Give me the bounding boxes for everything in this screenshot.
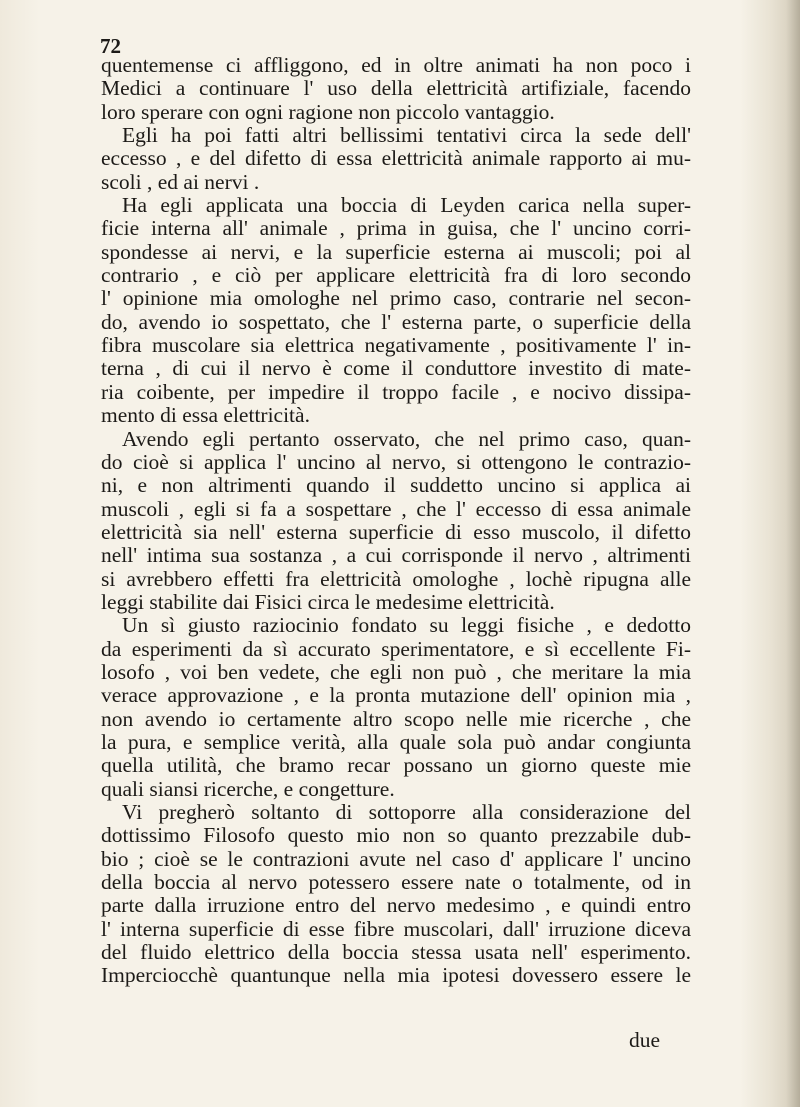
text-line: quentemense ci affliggono, ed in oltre animati ha non poco i [101,53,691,77]
text-line: bio ; cioè se le contrazioni avute nel caso d' applicare l' uncino [101,846,691,871]
text-line: della boccia al nervo potessero essere nate o totalmente, od in [101,870,691,895]
text-line: leggi stabilite dai Fisici circa le medesime elettricità. [101,589,555,614]
text-line: l' opinione mia omologhe nel primo caso, contrarie nel secon- [101,286,691,311]
text-line: ni, e non altrimenti quando il suddetto uncino si applica ai [101,473,691,498]
text-line: Medici a continuare l' uso della elettricità artifiziale, facendo [101,76,691,101]
text-line: terna , di cui il nervo è come il conduttore investito di mate- [101,356,691,381]
text-line: la pura, e semplice verità, alla quale sola può andar congiunta [101,729,691,754]
text-line: elettricità sia nell' esterna superficie di esso muscolo, il difetto [101,519,691,544]
text-line: ficie interna all' animale , prima in guisa, che l' uncino corri- [101,216,691,241]
text-line: muscoli , egli si fa a sospettare , che l' eccesso di essa animale [101,496,691,521]
text-line: do, avendo io sospettato, che l' esterna parte, o superficie della [101,309,691,334]
text-line: del fluido elettrico della boccia stessa usata nell' esperimento. [101,940,691,965]
page-number: 72 [100,34,121,58]
text-line: quella utilità, che bramo recar possano un giorno queste mie [101,753,691,778]
text-line: Egli ha poi fatti altri bellissimi tentativi circa la sede dell' [122,123,691,148]
text-line: quali siansi ricerche, e congetture. [101,776,395,801]
body-text [101,54,691,988]
text-line: ria coibente, per impedire il troppo facile , e nocivo dissipa- [101,379,691,404]
text-line: scoli , ed ai nervi . [101,169,260,194]
text-line: spondesse ai nervi, e la superficie esterna ai muscoli; poi al [101,239,691,264]
page-edge-shadow [786,0,800,1107]
text-line: do cioè si applica l' uncino al nervo, si ottengono le contrazio- [101,449,691,474]
text-line: mento di essa elettricità. [101,403,310,428]
text-line: si avrebbero effetti fra elettricità omologhe , lochè ripugna alle [101,566,691,591]
text-line: verace approvazione , e la pronta mutazione dell' opinion mia , [101,683,691,708]
text-line: Imperciocchè quantunque nella mia ipotesi dovessero essere le [101,963,691,988]
text-line: Vi pregherò soltanto di sottoporre alla considerazione del [122,800,691,824]
text-line: dottissimo Filosofo questo mio non so quanto prezzabile dub- [101,823,691,848]
text-line: l' interna superficie di esse fibre muscolari, dall' irruzione diceva [101,916,691,941]
text-line: da esperimenti da sì accurato sperimentatore, e sì eccellente Fi- [101,636,691,661]
text-line: contrario , e ciò per applicare elettricità fra di loro secondo [101,263,691,288]
text-line: fibra muscolare sia elettrica negativamente , positivamente l' in- [101,333,691,358]
text-line: eccesso , e del difetto di essa elettricità animale rapporto ai mu- [101,146,691,171]
text-line: parte dalla irruzione entro del nervo medesimo , e quindi entro [101,893,691,918]
text-line: non avendo io certamente altro scopo nelle mie ricerche , che [101,706,691,731]
text-line: nell' intima sua sostanza , a cui corrisponde il nervo , altrimenti [101,543,691,568]
catchword: due [629,1028,661,1052]
text-line: losofo , voi ben vedete, che egli non può , che meritare la mia [101,659,691,684]
text-line: Avendo egli pertanto osservato, che nel primo caso, quan- [122,426,691,451]
text-line: Un sì giusto raziocinio fondato su leggi fisiche , e dedotto [122,613,691,638]
text-line: Ha egli applicata una boccia di Leyden carica nella super- [122,193,691,218]
text-line: loro sperare con ogni ragione non piccolo vantaggio. [101,99,555,124]
